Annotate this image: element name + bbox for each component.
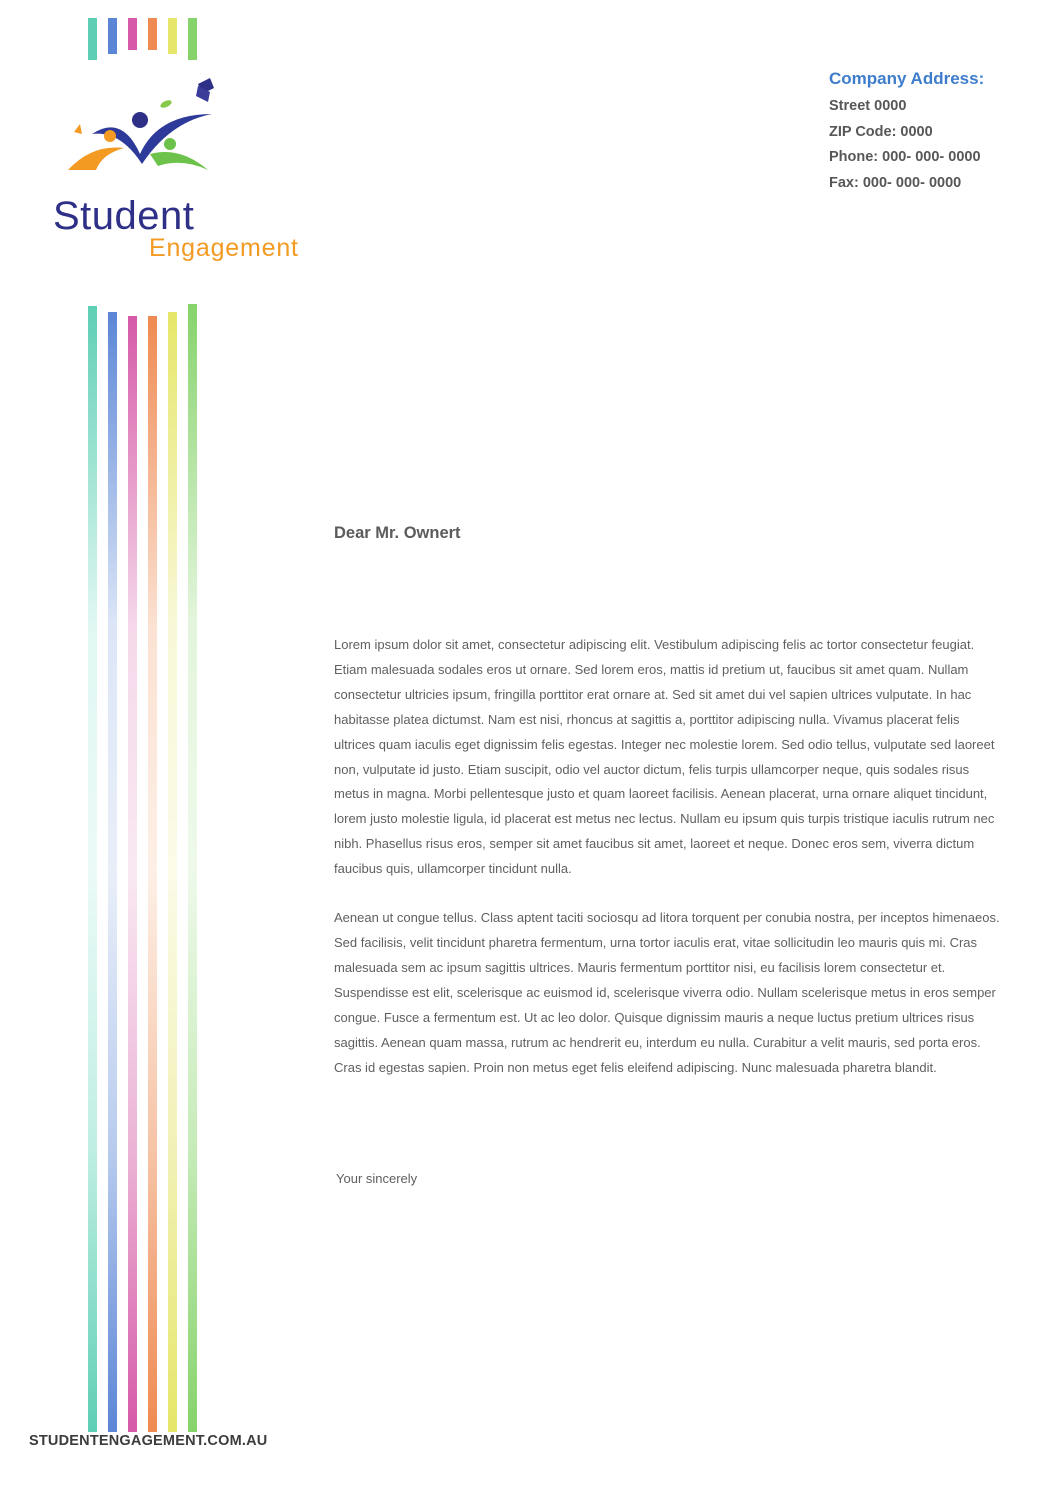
stripe-blue xyxy=(108,312,117,1432)
stripe-top-orange xyxy=(148,18,157,50)
top-stripes-decoration xyxy=(86,16,202,62)
address-phone: Phone: 000- 000- 0000 xyxy=(829,149,981,165)
stripe-top-teal xyxy=(88,18,97,60)
stripe-orange xyxy=(148,316,157,1432)
stripe-top-green xyxy=(188,18,197,60)
stripe-top-pink xyxy=(128,18,137,50)
address-street: Street 0000 xyxy=(829,98,907,114)
stripe-top-yellow xyxy=(168,18,177,54)
address-fax: Fax: 000- 000- 0000 xyxy=(829,174,962,191)
student-engagement-logo-icon xyxy=(62,74,222,184)
letter-body xyxy=(334,633,1002,1104)
company-address-block xyxy=(829,68,984,196)
vertical-stripes-decoration xyxy=(86,300,202,1432)
company-address-title: Company Address: xyxy=(829,69,985,88)
stripe-teal xyxy=(88,306,97,1432)
footer-website: STUDENTENGAGEMENT.COM.AU xyxy=(29,1433,268,1449)
letter-greeting: Dear Mr. Ownert xyxy=(334,524,461,542)
address-zip: ZIP Code: 0000 xyxy=(829,123,933,140)
letter-closing: Your sincerely xyxy=(336,1171,418,1186)
brand-name-student: Student xyxy=(53,194,195,238)
letter-paragraph-1: Lorem ipsum dolor sit amet, consectetur adipiscing elit. Vestibulum adipiscing felis ac tortor consectetur feugiat. Etiam malesuada sodales eros ut ornare. Sed lorem eros, mattis id pretium ut, faucibus sit amet quam. Nullam consectetur ultricies ipsum, fringilla porttitor erat ornare at. Sed sit amet dui vel sapien ultrices vulputate. In hac habitasse platea dictumst. Nam est nisi, rhoncus at sagittis a, porttitor adipiscing nulla. Vivamus placerat felis ultrices quam iaculis eget dignissim felis egestas. Integer nec molestie lorem. Sed odio tellus, vulputate sed laoreet non, vulputate id justo. Etiam suscipit, odio vel auctor dictum, felis turpis ullamcorper neque, quis sodales risus metus in magna. Morbi pellentesque justo et quam laoreet facilisis. Aenean placerat, urna ornare aliquet tincidunt, lorem justo molestie ligula, id placerat est metus nec lectus. Nullam eu ipsum quis turpis tristique iaculis rutrum nec nibh. Phasellus risus eros, semper sit amet faucibus sit amet, laoreet et neque. Donec eros sem, viverra dictum faucibus quis, ullamcorper tincidunt nulla. xyxy=(334,637,995,877)
brand-name-engagement: Engagement xyxy=(149,234,299,262)
stripe-yellow xyxy=(168,312,177,1432)
letter-paragraph-2: Aenean ut congue tellus. Class aptent taciti sociosqu ad litora torquent per conubia nostra, per inceptos himenaeos. Sed facilisis, velit tincidunt pharetra fermentum, urna tortor iaculis erat, vitae sollicitudin leo mauris quis mi. Cras malesuada sem ac ipsum sagittis ultrices. Mauris fermentum porttitor nisi, eu facilisis lorem consectetur et. Suspendisse est elit, scelerisque ac euismod id, scelerisque viverra odio. Nullam scelerisque metus in eros semper congue. Fusce a fermentum est. Ut ac leo dolor. Quisque dignissim mauris a neque luctus pretium ultrices risus sagittis. Aenean quam massa, rutrum ac hendrerit eu, interdum eu nulla. Curabitur a velit mauris, sed porta eros. Cras id egestas sapien. Proin non metus eget felis eleifend adipiscing. Nunc malesuada pharetra blandit. xyxy=(334,910,1000,1075)
stripe-green xyxy=(188,304,197,1432)
stripe-pink xyxy=(128,316,137,1432)
stripe-top-blue xyxy=(108,18,117,54)
